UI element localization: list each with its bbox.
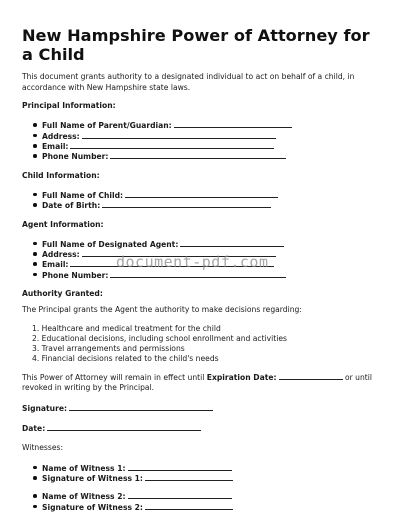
field-witness-2-name: Name of Witness 2: [32,491,384,501]
authority-item: 2. Educational decisions, including school enrollment and activities [32,333,287,343]
witnesses-heading: Witnesses: [22,443,64,453]
blank-line[interactable] [180,239,284,247]
authority-list [22,324,384,364]
signature-blank[interactable] [69,403,213,411]
date-blank[interactable] [47,423,201,431]
date-label: Date: [22,424,46,434]
field-child-dob: Date of Birth: [32,200,384,210]
principal-heading: Principal Information: [22,101,116,111]
field-witness-1-name: Name of Witness 1: [32,463,384,473]
watermark: document-pdf.com [116,253,269,271]
field-agent-phone: Phone Number: [32,270,384,280]
field-principal-address: Address: [32,131,384,141]
blank-line[interactable] [110,151,286,159]
blank-line[interactable] [145,473,233,481]
expiration-blank[interactable] [279,372,343,380]
blank-line[interactable] [102,200,271,208]
date-row [22,423,384,434]
child-heading: Child Information: [22,170,100,180]
field-agent-address: Address: [32,249,384,259]
field-child-name: Full Name of Child: [32,190,384,200]
field-witness-2-signature: Signature of Witness 2: [32,502,384,512]
child-fields [32,190,384,211]
expiration-label: Expiration Date: [206,372,277,382]
field-witness-1-signature: Signature of Witness 1: [32,473,384,483]
authority-item: 4. Financial decisions related to the child's needs [32,353,219,363]
effect-paragraph: This Power of Attorney will remain in effect until Expiration Date: or until revoked in writing by the Principal. [22,372,372,393]
blank-line[interactable] [174,120,292,128]
witness-1-fields [32,463,384,484]
witness-2-fields [32,491,384,512]
signature-label: Signature: [22,404,68,414]
field-principal-name: Full Name of Parent/Guardian: [32,120,384,130]
intro-paragraph: This document grants authority to a designated individual to act on behalf of a child, in accordance with New Hampshire state laws. [22,72,355,92]
authority-heading: Authority Granted: [22,289,103,299]
agent-heading: Agent Information: [22,219,104,229]
field-principal-email: Email: [32,141,384,151]
document-title: New Hampshire Power of Attorney for a Child [22,26,370,64]
signature-row [22,403,384,414]
field-agent-email: Email: [32,259,384,269]
blank-line[interactable] [128,491,232,499]
field-agent-name: Full Name of Designated Agent: [32,239,384,249]
blank-line[interactable] [70,141,274,149]
blank-line[interactable] [82,131,276,139]
authority-item: 1. Healthcare and medical treatment for the child [32,323,221,333]
blank-line[interactable] [110,270,286,278]
principal-fields [32,120,384,162]
field-principal-phone: Phone Number: [32,151,384,161]
authority-item: 3. Travel arrangements and permissions [32,343,185,353]
blank-line[interactable] [128,463,232,471]
blank-line[interactable] [145,502,233,510]
authority-text: The Principal grants the Agent the authority to make decisions regarding: [22,305,302,315]
blank-line[interactable] [125,190,278,198]
